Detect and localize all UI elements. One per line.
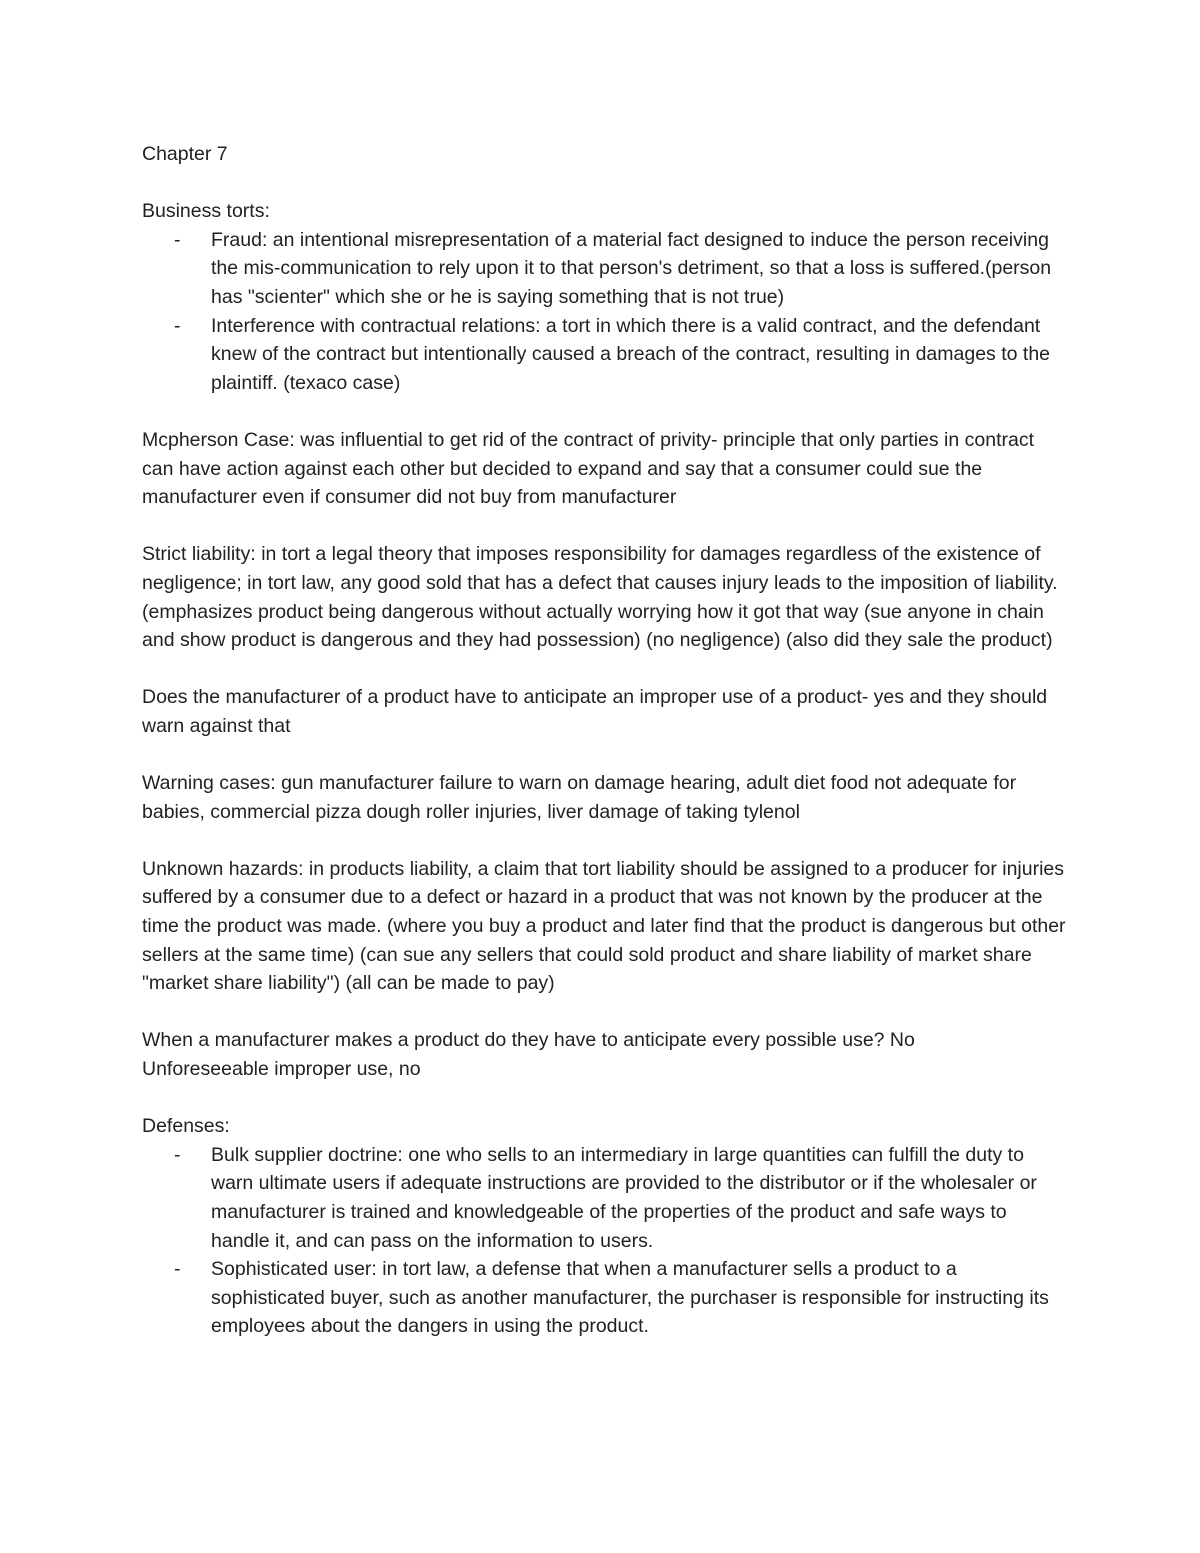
spacer [142,998,1067,1027]
mcpherson-paragraph: Mcpherson Case: was influential to get rid of the contract of privity- principle that only parties in contract can have action against each other but decided to expand and say that a consumer could sue the manufacturer even if consumer did not buy from manufacturer [142,428,1035,509]
bullet-marker: - [174,314,181,337]
defenses-list [142,1141,1067,1341]
interference-definition: Interference with contractual relations: a tort in which there is a valid contract, and the defendant knew of the contract but intentionally caused a breach of the contract, resulting in damages to the plaintiff. (texaco case) [211,314,1051,394]
unknown-hazards-paragraph: Unknown hazards: in products liability, a claim that tort liability should be assigned to a producer for injuries suffered by a consumer due to a defect or hazard in a product that was not known by the producer at the time the product was made. (where you buy a product and later find that the product is dangerous but other sellers at the same time) (can sue any sellers that could sold product and share liability of market share "market share liability") (all can be made to pay) [142,857,1066,995]
spacer [142,655,1067,684]
warning-cases-paragraph: Warning cases: gun manufacturer failure to warn on damage hearing, adult diet food not adequate for babies, commercial pizza dough roller injuries, liver damage of taking tylenol [142,772,1017,823]
business-torts-heading: Business torts: [142,200,270,223]
list-item [142,312,1067,398]
sophisticated-user-definition: Sophisticated user: in tort law, a defense that when a manufacturer sells a product to a sophisticated buyer, such as another manufacturer, the purchaser is responsible for instructing its employees about the dangers in using the product. [211,1258,1049,1338]
document-body [142,140,1067,1341]
strict-liability-paragraph: Strict liability: in tort a legal theory that imposes responsibility for damages regardless of the existence of negligence; in tort law, any good sold that has a defect that causes injury leads to the imposition of liability. (emphasizes product being dangerous without actually worrying how it got that way (sue anyone in chain and show product is dangerous and they had possession) (no negligence) (also did they sale the product) [142,543,1058,652]
improper-use-paragraph: Does the manufacturer of a product have to anticipate an improper use of a product- yes and they should warn against that [142,686,1048,737]
fraud-definition: Fraud: an intentional misrepresentation of a material fact designed to induce the person receiving the mis-communication to rely upon it to that person's detriment, so that a loss is suffered.(person has "scienter" which she or he is saying something that is not true) [211,228,1052,308]
spacer [142,826,1067,855]
spacer [142,1084,1067,1113]
bullet-marker: - [174,1258,181,1281]
every-use-answer: Unforeseeable improper use, no [142,1058,421,1080]
spacer [142,512,1067,541]
spacer [142,169,1067,198]
list-item [142,226,1067,312]
bulk-supplier-definition: Bulk supplier doctrine: one who sells to an intermediary in large quantities can fulfill the duty to warn ultimate users if adequate instructions are provided to the distributor or if the wholesaler or manufacturer is trained and knowledgeable of the properties of the product and safe ways to handle it, and can pass on the information to users. [211,1143,1037,1252]
page-title: Chapter 7 [142,143,228,165]
list-item [142,1141,1067,1255]
business-torts-list [142,226,1067,398]
defenses-heading: Defenses: [142,1115,230,1138]
spacer [142,740,1067,769]
spacer [142,397,1067,426]
every-use-question: When a manufacturer makes a product do they have to anticipate every possible use? No [142,1029,915,1052]
list-item [142,1255,1067,1341]
bullet-marker: - [174,228,181,251]
bullet-marker: - [174,1143,181,1166]
